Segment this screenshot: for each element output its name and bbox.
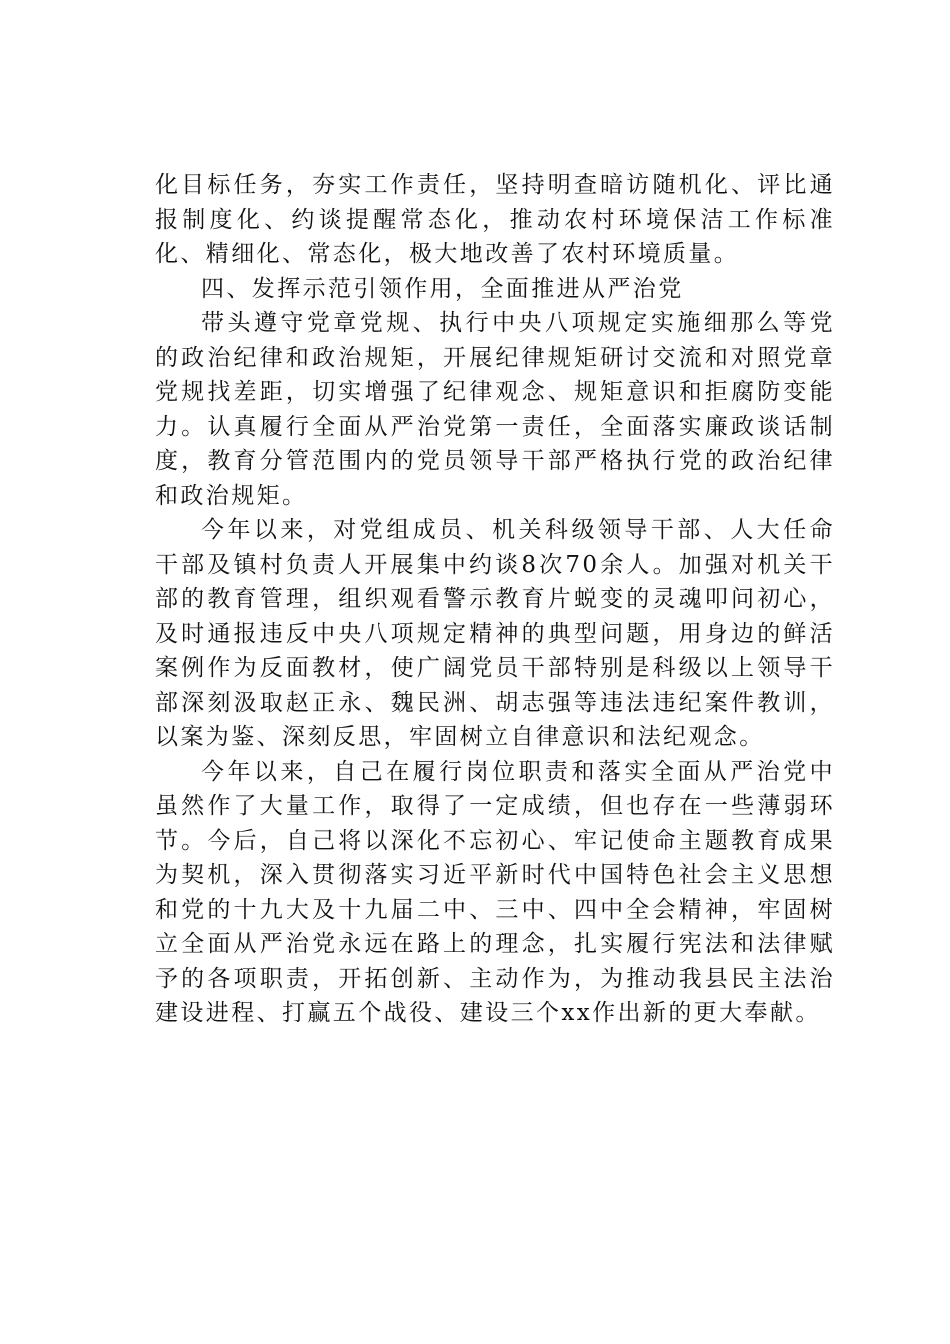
paragraph: 今年以来，对党组成员、机关科级领导干部、人大任命干部及镇村负责人开展集中约谈8次70余人。加强对机关干部的教育管理，组织观看警示教育片蜕变的灵魂叩问初心，及时通报违反中央八项规定精神的典型问题，用身边的鲜活案例作为反面教材，使广阔党员干部特别是科级以上领导干部深刻汲取赵正永、魏民洲、胡志强等违法违纪案件教训，以案为鉴、深刻反思，牢固树立自律意识和法纪观念。: [155, 517, 835, 750]
paragraph: 今年以来，自己在履行岗位职责和落实全面从严治党中虽然作了大量工作，取得了一定成绩，但也存在一些薄弱环节。今后，自己将以深化不忘初心、牢记使命主题教育成果为契机，深入贯彻落实习近平新时代中国特色社会主义思想和党的十九大及十九届二中、三中、四中全会精神，牢固树立全面从严治党永远在路上的理念，扎实履行宪法和法律赋予的各项职责，开拓创新、主动作为，为推动我县民主法治建设进程、打赢五个战役、建设三个xx作出新的更大奉献。: [155, 758, 835, 1026]
section-heading: 四、发挥示范引领作用，全面推进从严治党: [201, 275, 684, 302]
document-body: [155, 168, 835, 1031]
paragraph: 带头遵守党章党规、执行中央八项规定实施细那么等党的政治纪律和政治规矩，开展纪律规矩研讨交流和对照党章党规找差距，切实增强了纪律观念、规矩意识和拒腐防变能力。认真履行全面从严治党第一责任，全面落实廉政谈话制度，教育分管范围内的党员领导干部严格执行党的政治纪律和政治规矩。: [155, 310, 835, 509]
paragraph-continuation: 化目标任务，夯实工作责任，坚持明查暗访随机化、评比通报制度化、约谈提醒常态化，推动农村环境保洁工作标准化、精细化、常态化，极大地改善了农村环境质量。: [155, 172, 835, 267]
